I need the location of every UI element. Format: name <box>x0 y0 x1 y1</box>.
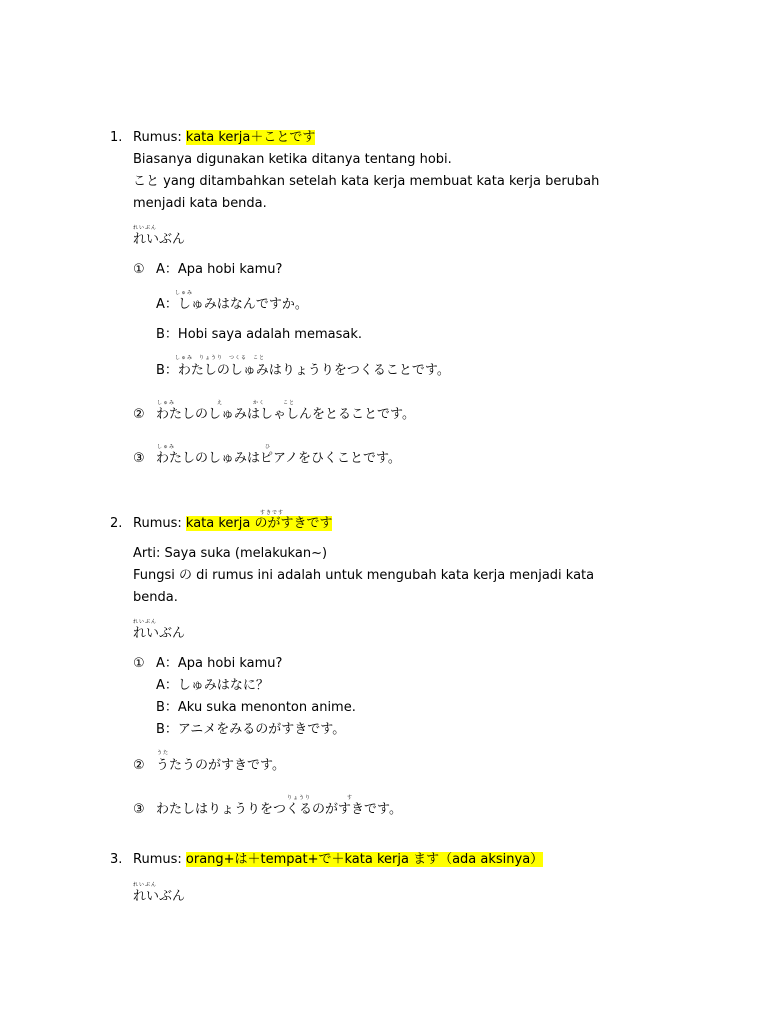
rumus-formula: kata kerja＋ことです <box>185 130 316 145</box>
example-line: B：アニメをみるのがすきです。 <box>156 722 346 737</box>
example-ruby: しゅみ りょうり つくる こと <box>175 355 266 361</box>
example-ruby: しゅみ <box>175 290 194 296</box>
example-line: A：しゅみはなんですか。 <box>156 297 308 312</box>
section-1-rumus <box>133 130 315 146</box>
section-2-desc-line-3: benda. <box>133 590 178 605</box>
example-line: A：しゅみはなに？ <box>156 678 269 693</box>
section-3-rumus <box>133 852 543 868</box>
section-1-desc-line-1: Biasanya digunakan ketika ditanya tentang hobi. <box>133 152 452 167</box>
rumus-label: Rumus: <box>133 516 182 531</box>
example-line: B：Hobi saya adalah memasak. <box>156 327 363 342</box>
example-marker: ② <box>133 758 145 773</box>
section-1-number: 1. <box>110 130 123 145</box>
example-line: わたしのしゅみはピアノをひくことです。 <box>156 451 401 466</box>
example-ruby: りょうり す <box>287 795 354 801</box>
rumus-label: Rumus: <box>133 130 182 145</box>
section-2-rumus <box>133 516 332 532</box>
example-ruby: うた <box>157 750 170 756</box>
example-line: B：わたしのしゅみはりょうりをつくることです。 <box>156 363 450 378</box>
example-line: わたしはりょうりをつくるのがすきです。 <box>156 802 402 817</box>
rumus-label: Rumus: <box>133 852 182 867</box>
section-2-number: 2. <box>110 516 123 531</box>
example-line: A：Apa hobi kamu? <box>156 656 283 671</box>
example-ruby: しゅみ え かく こと <box>157 400 296 406</box>
example-marker: ① <box>133 656 145 671</box>
example-ruby: しゅみ ひ <box>157 444 272 450</box>
section-1-desc-line-3: menjadi kata benda. <box>133 196 267 211</box>
section-2-formula-ruby: すきです <box>260 510 285 516</box>
example-marker: ③ <box>133 451 145 466</box>
example-line: B：Aku suka menonton anime. <box>156 700 356 715</box>
example-marker: ① <box>133 262 145 277</box>
section-3-example-heading: れいぶん <box>133 889 186 904</box>
section-2-desc-line-1: Arti: Saya suka (melakukan~) <box>133 546 328 561</box>
section-1-example-heading-ruby: れいぶん <box>133 225 158 231</box>
example-marker: ② <box>133 407 145 422</box>
rumus-formula: orang+は＋tempat+で＋kata kerja ます（ada aksinya） <box>185 852 544 867</box>
example-marker: ③ <box>133 802 145 817</box>
section-2-desc-line-2: Fungsi の di rumus ini adalah untuk mengubah kata kerja menjadi kata <box>133 568 595 583</box>
example-line: A：Apa hobi kamu? <box>156 262 283 277</box>
rumus-formula: kata kerja のがすきです <box>185 516 333 531</box>
section-1-desc-line-2: こと yang ditambahkan setelah kata kerja membuat kata kerja berubah <box>133 174 600 189</box>
example-line: わたしのしゅみはしゃしんをとることです。 <box>156 407 415 422</box>
example-line: うたうのがすきです。 <box>156 758 285 773</box>
section-1-example-heading: れいぶん <box>133 232 186 247</box>
section-2-example-heading: れいぶん <box>133 626 186 641</box>
section-2-example-heading-ruby: れいぶん <box>133 619 158 625</box>
section-3-example-heading-ruby: れいぶん <box>133 882 158 888</box>
section-3-number: 3. <box>110 852 123 867</box>
